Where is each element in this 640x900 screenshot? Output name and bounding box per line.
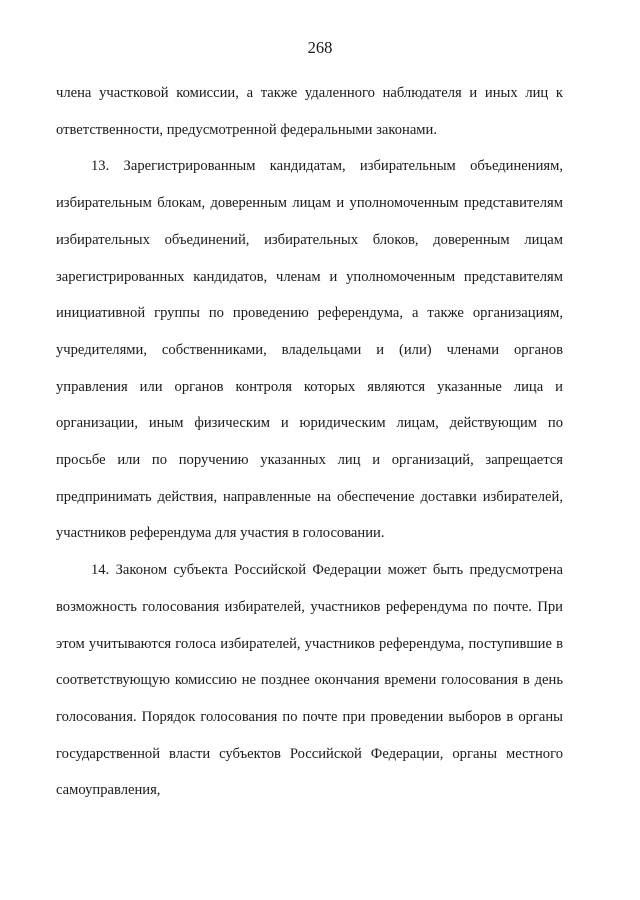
- document-body: [56, 75, 563, 809]
- paragraph-item-13: 13. Зарегистрированным кандидатам, избирательным объединениям, избирательным блокам, доверенным лицам и уполномоченным представителям избирательных объединений, избирательных блоков, доверенным лицам зарегистрированных кандидатов, членам и уполномоченным представителям инициативной группы по проведению референдума, а также организациям, учредителями, собственниками, владельцами и (или) членами органов управления или органов контроля которых являются указанные лица и организации, иным физическим и юридическим лицам, действующим по просьбе или по поручению указанных лиц и организаций, запрещается предпринимать действия, направленные на обеспечение доставки избирателей, участников референдума для участия в голосовании.: [56, 158, 563, 542]
- page-number: 268: [307, 38, 333, 57]
- paragraph-item-14: 14. Законом субъекта Российской Федерации может быть предусмотрена возможность голосования избирателей, участников референдума по почте. При этом учитываются голоса избирателей, участников референдума, поступившие в соответствующую комиссию не позднее окончания времени голосования в день голосования. Порядок голосования по почте при проведении выборов в органы государственной власти субъектов Российской Федерации, органы местного самоуправления,: [56, 562, 563, 799]
- paragraph-continuation: члена участковой комиссии, а также удаленного наблюдателя и иных лиц к ответственности, предусмотренной федеральными законами.: [56, 85, 563, 138]
